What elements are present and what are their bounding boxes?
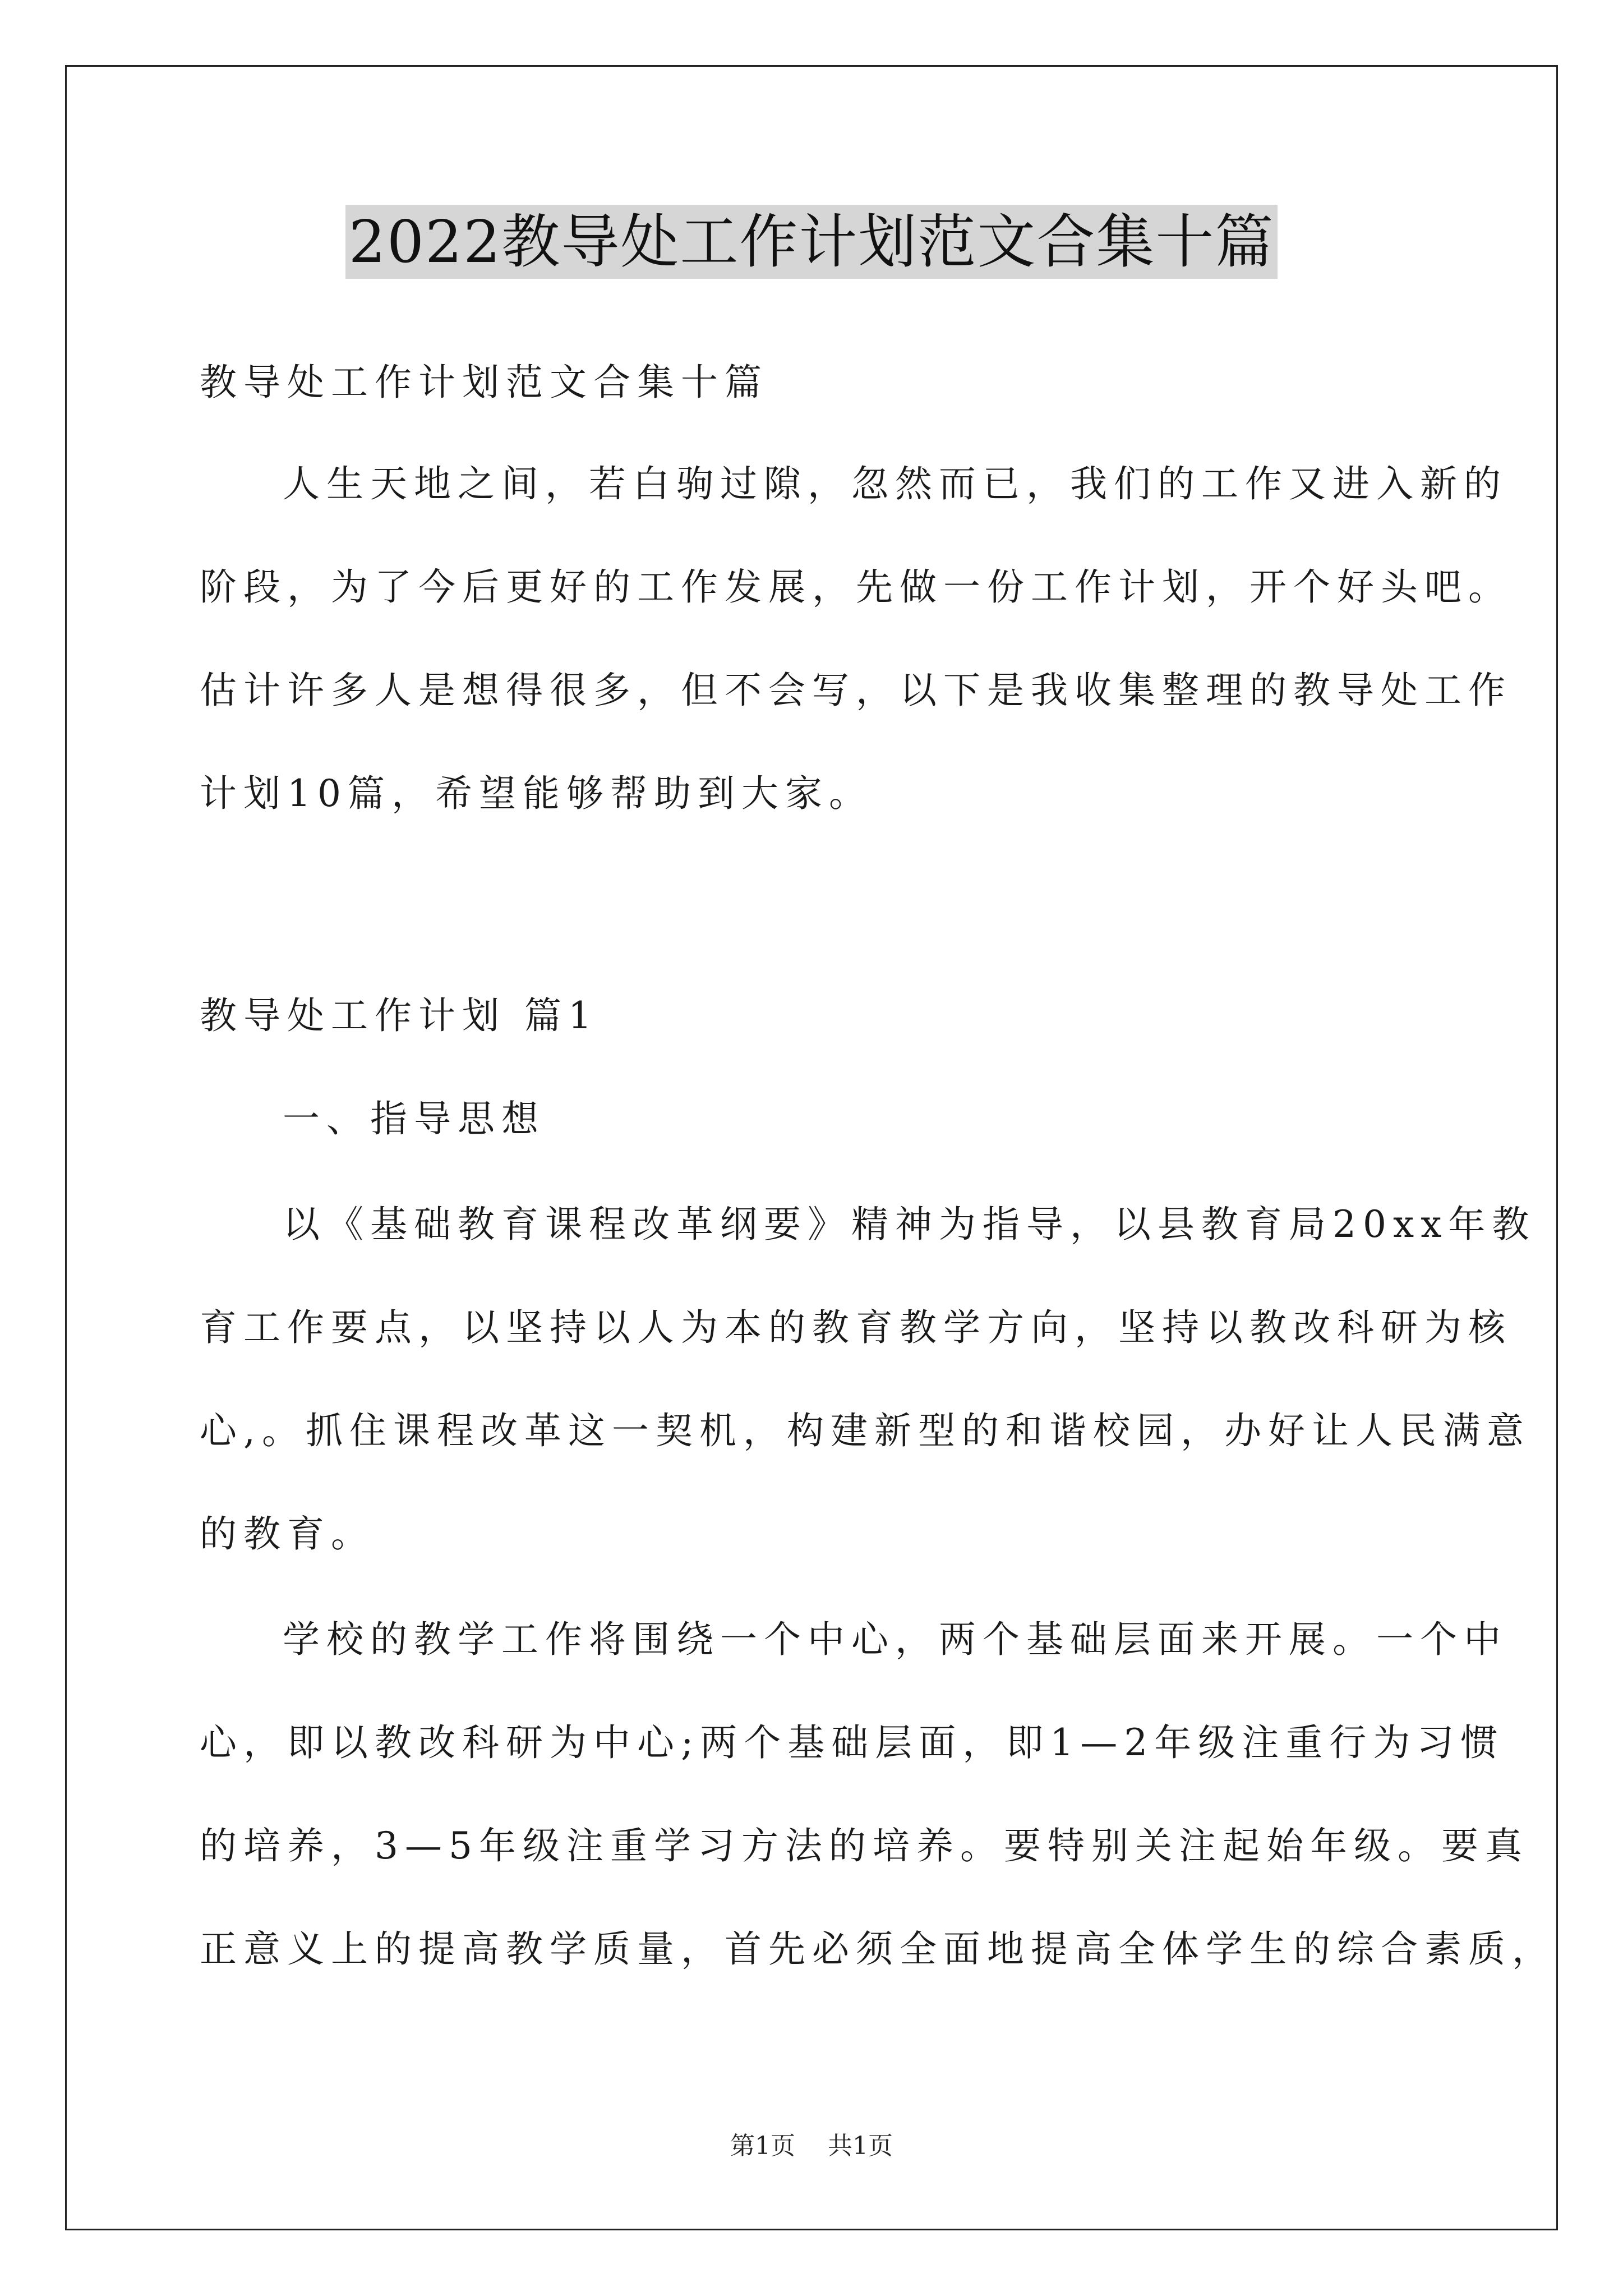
- document-title: 2022教导处工作计划范文合集十篇: [345, 205, 1278, 279]
- paragraph-line: 计划10篇，希望能够帮助到大家。: [200, 772, 873, 815]
- document-subtitle: 教导处工作计划范文合集十篇: [200, 361, 768, 404]
- paragraph-line: 心，即以教改科研为中心;两个基础层面，即1—2年级注重行为习惯: [200, 1721, 1505, 1764]
- paragraph-line: 心,。抓住课程改革这一契机，构建新型的和谐校园，办好让人民满意: [200, 1409, 1530, 1452]
- paragraph-line: 的教育。: [200, 1512, 375, 1556]
- page-total: 共1页: [828, 2132, 893, 2160]
- paragraph-line: 育工作要点，以坚持以人为本的教育教学方向，坚持以教改科研为核: [200, 1306, 1512, 1349]
- paragraph-line: 学校的教学工作将围绕一个中心，两个基础层面来开展。一个中: [283, 1618, 1507, 1661]
- paragraph-line: 阶段，为了今后更好的工作发展，先做一份工作计划，开个好头吧。: [200, 565, 1512, 609]
- paragraph-line: 正意义上的提高教学质量，首先必须全面地提高全体学生的综合素质，: [200, 1927, 1556, 1971]
- subsection-heading: 一、指导思想: [283, 1097, 545, 1140]
- section-heading: 教导处工作计划 篇1: [200, 994, 598, 1037]
- paragraph-line: 的培养，3—5年级注重学习方法的培养。要特别关注起始年级。要真: [200, 1824, 1529, 1867]
- page-number: 第1页: [730, 2132, 795, 2160]
- title-container: [0, 205, 1623, 279]
- paragraph-line: 以《基础教育课程改革纲要》精神为指导，以县教育局20xx年教: [283, 1203, 1536, 1246]
- page-footer: [0, 2129, 1623, 2163]
- paragraph-line: 估计许多人是想得很多，但不会写，以下是我收集整理的教导处工作: [200, 669, 1512, 712]
- paragraph-line: 人生天地之间，若白驹过隙，忽然而已，我们的工作又进入新的: [283, 462, 1507, 505]
